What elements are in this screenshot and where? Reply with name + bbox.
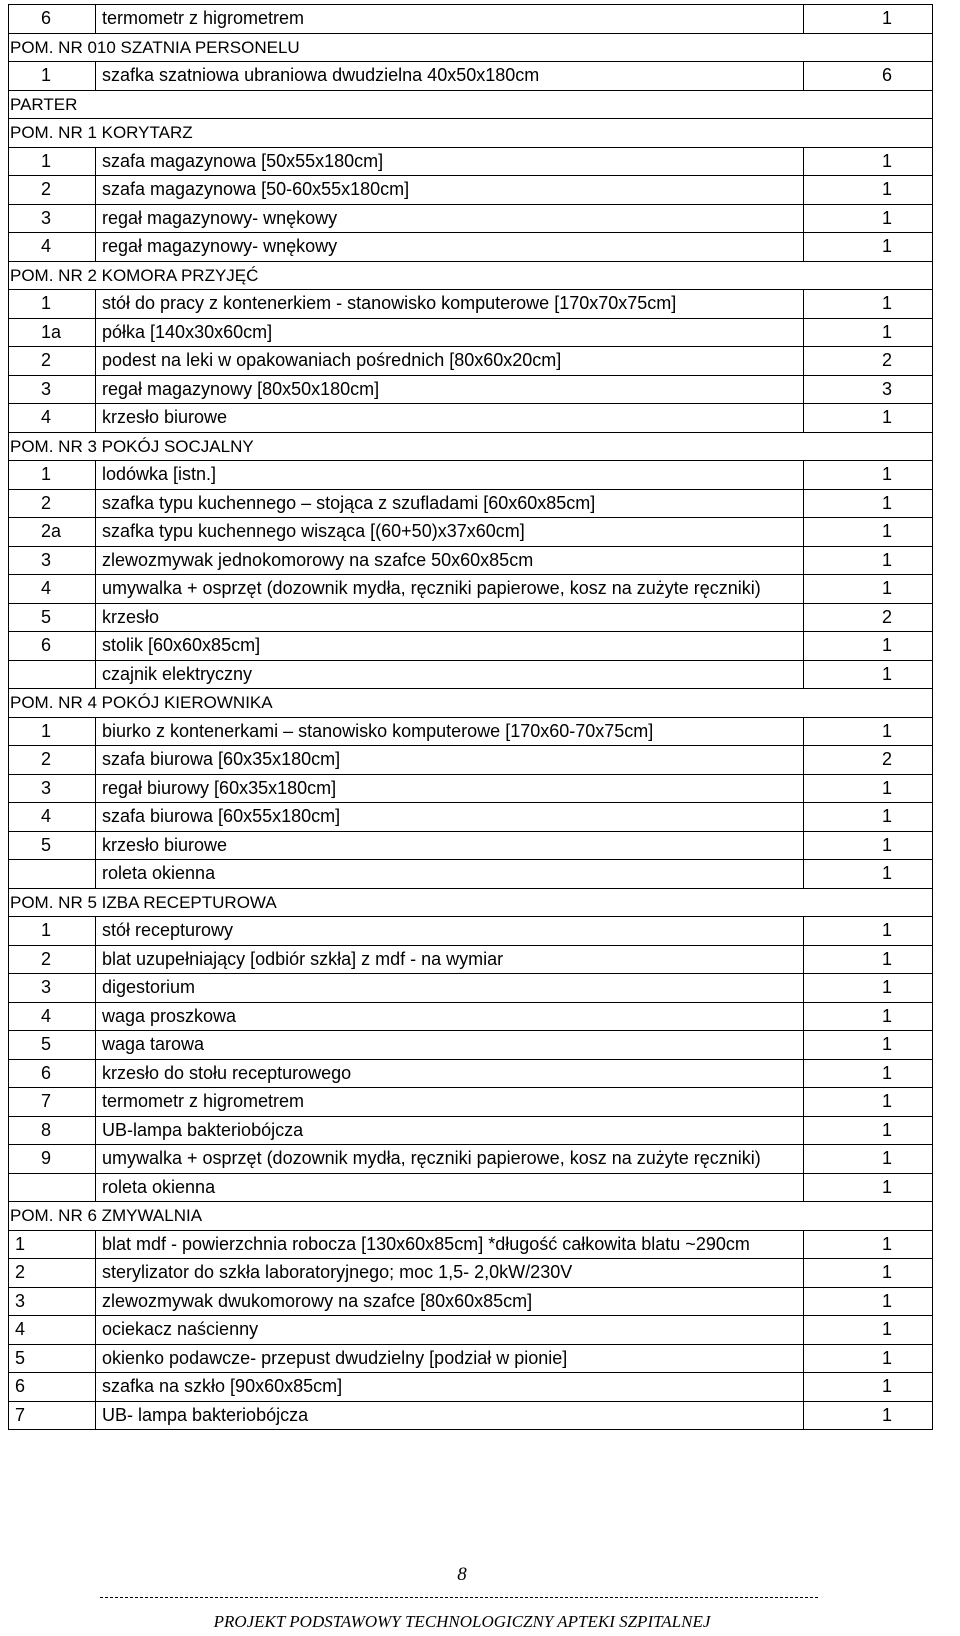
item-description: szafa biurowa [60x35x180cm] bbox=[96, 746, 804, 775]
item-number bbox=[9, 860, 96, 889]
table-row bbox=[9, 375, 933, 404]
item-description: blat uzupełniający [odbiór szkła] z mdf - na wymiar bbox=[96, 945, 804, 974]
table-row bbox=[9, 1401, 933, 1430]
table-row bbox=[9, 945, 933, 974]
item-quantity: 1 bbox=[804, 717, 933, 746]
room-header-row bbox=[9, 119, 933, 148]
item-number: 3 bbox=[9, 204, 96, 233]
room-header-row bbox=[9, 90, 933, 119]
item-number: 4 bbox=[9, 1002, 96, 1031]
item-description: krzesło biurowe bbox=[96, 404, 804, 433]
item-number: 1a bbox=[9, 318, 96, 347]
item-number: 2 bbox=[9, 945, 96, 974]
table-row bbox=[9, 546, 933, 575]
item-description: szafka typu kuchennego – stojąca z szufladami [60x60x85cm] bbox=[96, 489, 804, 518]
item-number bbox=[9, 1173, 96, 1202]
item-description: termometr z higrometrem bbox=[96, 1088, 804, 1117]
item-description: zlewozmywak jednokomorowy na szafce 50x60x85cm bbox=[96, 546, 804, 575]
item-number: 1 bbox=[9, 62, 96, 91]
item-number: 3 bbox=[9, 974, 96, 1003]
table-row bbox=[9, 1116, 933, 1145]
item-description: lodówka [istn.] bbox=[96, 461, 804, 490]
item-quantity: 1 bbox=[804, 404, 933, 433]
table-row bbox=[9, 404, 933, 433]
item-quantity: 1 bbox=[804, 917, 933, 946]
item-quantity: 2 bbox=[804, 746, 933, 775]
item-quantity: 1 bbox=[804, 1031, 933, 1060]
room-header: PARTER bbox=[9, 90, 933, 119]
item-description: regał magazynowy- wnękowy bbox=[96, 204, 804, 233]
item-description: UB- lampa bakteriobójcza bbox=[96, 1401, 804, 1430]
item-description: szafa magazynowa [50-60x55x180cm] bbox=[96, 176, 804, 205]
item-quantity: 1 bbox=[804, 204, 933, 233]
table-row bbox=[9, 746, 933, 775]
item-number: 6 bbox=[9, 1059, 96, 1088]
item-description: szafa biurowa [60x55x180cm] bbox=[96, 803, 804, 832]
item-quantity: 1 bbox=[804, 803, 933, 832]
item-description: blat mdf - powierzchnia robocza [130x60x85cm] *długość całkowita blatu ~290cm bbox=[96, 1230, 804, 1259]
item-number: 7 bbox=[9, 1401, 96, 1430]
item-quantity: 1 bbox=[804, 1059, 933, 1088]
room-header-row bbox=[9, 432, 933, 461]
table-row bbox=[9, 860, 933, 889]
item-quantity: 1 bbox=[804, 318, 933, 347]
table-row bbox=[9, 233, 933, 262]
item-number: 5 bbox=[9, 603, 96, 632]
table-row bbox=[9, 147, 933, 176]
table-row bbox=[9, 290, 933, 319]
item-description: stolik [60x60x85cm] bbox=[96, 632, 804, 661]
item-quantity: 1 bbox=[804, 1145, 933, 1174]
item-number: 3 bbox=[9, 774, 96, 803]
table-row bbox=[9, 1344, 933, 1373]
table-row bbox=[9, 575, 933, 604]
item-number: 4 bbox=[9, 233, 96, 262]
item-number: 4 bbox=[9, 404, 96, 433]
table-row bbox=[9, 1088, 933, 1117]
table-row bbox=[9, 62, 933, 91]
item-quantity: 1 bbox=[804, 5, 933, 34]
item-number: 6 bbox=[9, 632, 96, 661]
item-number: 2 bbox=[9, 347, 96, 376]
item-quantity: 1 bbox=[804, 1401, 933, 1430]
room-header-row bbox=[9, 888, 933, 917]
item-quantity: 1 bbox=[804, 461, 933, 490]
item-description: umywalka + osprzęt (dozownik mydła, ręczniki papierowe, kosz na zużyte ręczniki) bbox=[96, 1145, 804, 1174]
item-description: UB-lampa bakteriobójcza bbox=[96, 1116, 804, 1145]
item-description: waga tarowa bbox=[96, 1031, 804, 1060]
equipment-table-body bbox=[9, 5, 933, 1430]
item-quantity: 1 bbox=[804, 1173, 933, 1202]
table-row bbox=[9, 632, 933, 661]
item-quantity: 1 bbox=[804, 1116, 933, 1145]
item-number bbox=[9, 660, 96, 689]
item-number: 4 bbox=[9, 575, 96, 604]
item-description: roleta okienna bbox=[96, 860, 804, 889]
room-header-row bbox=[9, 1202, 933, 1231]
item-number: 6 bbox=[9, 5, 96, 34]
item-description: umywalka + osprzęt (dozownik mydła, ręczniki papierowe, kosz na zużyte ręczniki) bbox=[96, 575, 804, 604]
item-quantity: 3 bbox=[804, 375, 933, 404]
table-row bbox=[9, 917, 933, 946]
footer-divider bbox=[100, 1597, 818, 1598]
item-number: 1 bbox=[9, 917, 96, 946]
item-number: 4 bbox=[9, 803, 96, 832]
room-header: POM. NR 2 KOMORA PRZYJĘĆ bbox=[9, 261, 933, 290]
item-description: szafka typu kuchennego wisząca [(60+50)x37x60cm] bbox=[96, 518, 804, 547]
item-quantity: 1 bbox=[804, 1344, 933, 1373]
room-header-row bbox=[9, 33, 933, 62]
table-row bbox=[9, 1373, 933, 1402]
item-quantity: 1 bbox=[804, 974, 933, 1003]
item-description: digestorium bbox=[96, 974, 804, 1003]
item-quantity: 1 bbox=[804, 546, 933, 575]
item-description: półka [140x30x60cm] bbox=[96, 318, 804, 347]
item-number: 1 bbox=[9, 1230, 96, 1259]
table-row bbox=[9, 318, 933, 347]
item-number: 1 bbox=[9, 717, 96, 746]
room-header: POM. NR 5 IZBA RECEPTUROWA bbox=[9, 888, 933, 917]
item-description: krzesło bbox=[96, 603, 804, 632]
item-description: roleta okienna bbox=[96, 1173, 804, 1202]
item-quantity: 1 bbox=[804, 860, 933, 889]
item-quantity: 1 bbox=[804, 831, 933, 860]
item-description: szafka szatniowa ubraniowa dwudzielna 40x50x180cm bbox=[96, 62, 804, 91]
equipment-table bbox=[8, 4, 933, 1430]
room-header: POM. NR 1 KORYTARZ bbox=[9, 119, 933, 148]
table-row bbox=[9, 1173, 933, 1202]
table-row bbox=[9, 603, 933, 632]
room-header-row bbox=[9, 689, 933, 718]
table-row bbox=[9, 1287, 933, 1316]
item-number: 4 bbox=[9, 1316, 96, 1345]
table-row bbox=[9, 974, 933, 1003]
table-row bbox=[9, 1031, 933, 1060]
page-number: 8 bbox=[457, 1564, 467, 1585]
item-description: podest na leki w opakowaniach pośrednich [80x60x20cm] bbox=[96, 347, 804, 376]
item-number: 2 bbox=[9, 746, 96, 775]
table-row bbox=[9, 803, 933, 832]
item-description: stół recepturowy bbox=[96, 917, 804, 946]
item-number: 1 bbox=[9, 147, 96, 176]
item-quantity: 6 bbox=[804, 62, 933, 91]
table-row bbox=[9, 774, 933, 803]
item-quantity: 1 bbox=[804, 774, 933, 803]
table-row bbox=[9, 660, 933, 689]
table-row bbox=[9, 717, 933, 746]
item-number: 5 bbox=[9, 831, 96, 860]
item-description: termometr z higrometrem bbox=[96, 5, 804, 34]
item-quantity: 1 bbox=[804, 233, 933, 262]
item-description: ociekacz naścienny bbox=[96, 1316, 804, 1345]
item-quantity: 1 bbox=[804, 147, 933, 176]
item-quantity: 1 bbox=[804, 1287, 933, 1316]
item-description: krzesło do stołu recepturowego bbox=[96, 1059, 804, 1088]
item-quantity: 1 bbox=[804, 290, 933, 319]
table-row bbox=[9, 489, 933, 518]
room-header-row bbox=[9, 261, 933, 290]
item-quantity: 2 bbox=[804, 603, 933, 632]
item-number: 6 bbox=[9, 1373, 96, 1402]
table-row bbox=[9, 831, 933, 860]
item-number: 3 bbox=[9, 546, 96, 575]
table-row bbox=[9, 1230, 933, 1259]
item-quantity: 1 bbox=[804, 176, 933, 205]
item-quantity: 1 bbox=[804, 632, 933, 661]
item-quantity: 1 bbox=[804, 660, 933, 689]
footer-title: PROJEKT PODSTAWOWY TECHNOLOGICZNY APTEKI SZPITALNEJ bbox=[213, 1612, 711, 1631]
table-row bbox=[9, 1059, 933, 1088]
item-number: 3 bbox=[9, 1287, 96, 1316]
item-quantity: 1 bbox=[804, 1259, 933, 1288]
item-description: szafa magazynowa [50x55x180cm] bbox=[96, 147, 804, 176]
item-quantity: 1 bbox=[804, 575, 933, 604]
table-row bbox=[9, 518, 933, 547]
table-row bbox=[9, 1259, 933, 1288]
item-description: biurko z kontenerkami – stanowisko komputerowe [170x60-70x75cm] bbox=[96, 717, 804, 746]
item-number: 2a bbox=[9, 518, 96, 547]
item-quantity: 1 bbox=[804, 1316, 933, 1345]
table-row bbox=[9, 1002, 933, 1031]
item-description: szafka na szkło [90x60x85cm] bbox=[96, 1373, 804, 1402]
room-header: POM. NR 010 SZATNIA PERSONELU bbox=[9, 33, 933, 62]
item-number: 2 bbox=[9, 489, 96, 518]
item-number: 3 bbox=[9, 375, 96, 404]
room-header: POM. NR 6 ZMYWALNIA bbox=[9, 1202, 933, 1231]
item-description: zlewozmywak dwukomorowy na szafce [80x60x85cm] bbox=[96, 1287, 804, 1316]
room-header: POM. NR 4 POKÓJ KIEROWNIKA bbox=[9, 689, 933, 718]
item-quantity: 1 bbox=[804, 1002, 933, 1031]
item-quantity: 1 bbox=[804, 489, 933, 518]
item-number: 5 bbox=[9, 1031, 96, 1060]
item-description: okienko podawcze- przepust dwudzielny [podział w pionie] bbox=[96, 1344, 804, 1373]
item-description: regał magazynowy [80x50x180cm] bbox=[96, 375, 804, 404]
item-description: regał magazynowy- wnękowy bbox=[96, 233, 804, 262]
table-row bbox=[9, 1316, 933, 1345]
table-row bbox=[9, 204, 933, 233]
table-row bbox=[9, 461, 933, 490]
table-row bbox=[9, 176, 933, 205]
item-description: czajnik elektryczny bbox=[96, 660, 804, 689]
item-number: 7 bbox=[9, 1088, 96, 1117]
item-quantity: 1 bbox=[804, 1373, 933, 1402]
item-description: stół do pracy z kontenerkiem - stanowisko komputerowe [170x70x75cm] bbox=[96, 290, 804, 319]
item-number: 5 bbox=[9, 1344, 96, 1373]
item-number: 2 bbox=[9, 176, 96, 205]
item-description: regał biurowy [60x35x180cm] bbox=[96, 774, 804, 803]
item-quantity: 1 bbox=[804, 1230, 933, 1259]
item-number: 1 bbox=[9, 461, 96, 490]
item-quantity: 1 bbox=[804, 518, 933, 547]
item-number: 9 bbox=[9, 1145, 96, 1174]
item-description: waga proszkowa bbox=[96, 1002, 804, 1031]
item-quantity: 2 bbox=[804, 347, 933, 376]
table-row bbox=[9, 1145, 933, 1174]
room-header: POM. NR 3 POKÓJ SOCJALNY bbox=[9, 432, 933, 461]
item-number: 8 bbox=[9, 1116, 96, 1145]
item-number: 2 bbox=[9, 1259, 96, 1288]
item-quantity: 1 bbox=[804, 945, 933, 974]
item-description: krzesło biurowe bbox=[96, 831, 804, 860]
item-quantity: 1 bbox=[804, 1088, 933, 1117]
table-row bbox=[9, 5, 933, 34]
item-description: sterylizator do szkła laboratoryjnego; moc 1,5- 2,0kW/230V bbox=[96, 1259, 804, 1288]
table-row bbox=[9, 347, 933, 376]
item-number: 1 bbox=[9, 290, 96, 319]
